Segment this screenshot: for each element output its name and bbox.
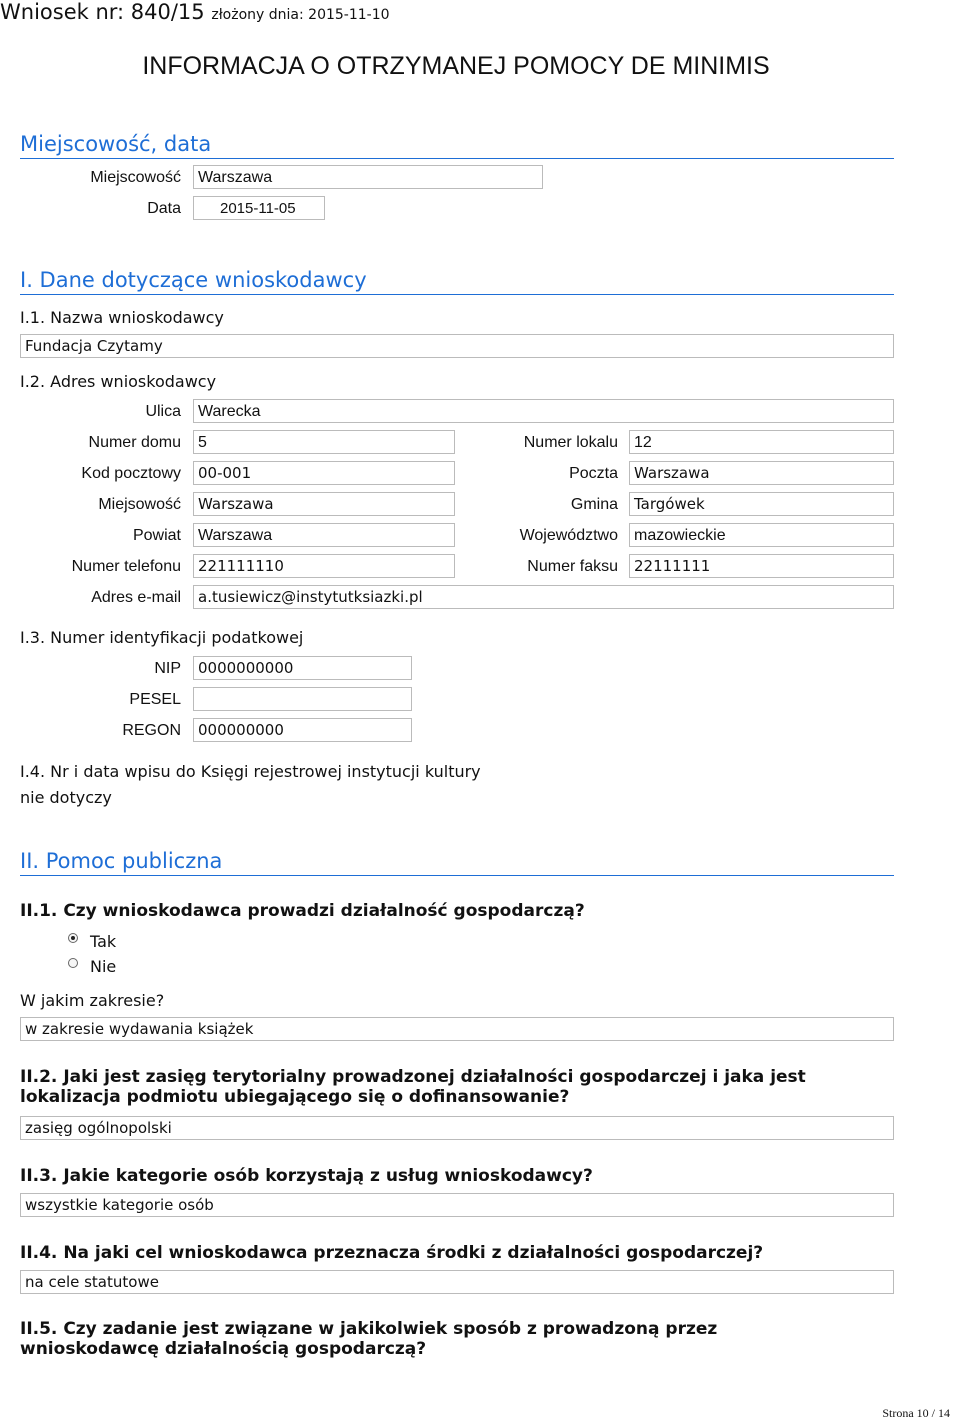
registry-heading: I.4. Nr i data wpisu do Księgi rejestrowej instytucji kultury — [20, 762, 481, 781]
post-office-label: Poczta — [569, 465, 618, 482]
funds-purpose-field[interactable]: na cele statutowe — [20, 1270, 894, 1294]
postcode-field[interactable]: 00-001 — [193, 461, 455, 485]
radio-no-label[interactable]: Nie — [90, 957, 117, 976]
radio-yes-dot-icon — [68, 933, 78, 943]
applicant-name-heading: I.1. Nazwa wnioskodawcy — [20, 308, 224, 327]
unit-number-label: Numer lokalu — [523, 434, 618, 451]
date-label: Data — [147, 200, 181, 217]
question-ii-3: II.3. Jakie kategorie osób korzystają z usług wnioskodawcy? — [20, 1166, 593, 1186]
radio-yes[interactable] — [68, 933, 79, 944]
scope-label: W jakim zakresie? — [20, 991, 165, 1010]
application-number — [0, 0, 390, 24]
question-ii-2-line1: II.2. Jaki jest zasięg terytorialny prowadzonej działalności gospodarczej i jaka jest — [20, 1067, 806, 1087]
commune-label: Gmina — [570, 496, 618, 513]
email-field[interactable]: a.tusiewicz@instytutksiazki.pl — [193, 585, 894, 609]
house-number-field[interactable]: 5 — [193, 430, 455, 454]
scope-field[interactable]: w zakresie wydawania książek — [20, 1017, 894, 1041]
email-label: Adres e-mail — [91, 589, 181, 606]
registry-value: nie dotyczy — [20, 788, 112, 807]
street-field[interactable]: Warecka — [193, 399, 894, 423]
nip-field[interactable]: 0000000000 — [193, 656, 412, 680]
pesel-field[interactable] — [193, 687, 412, 711]
house-number-label: Numer domu — [88, 434, 181, 451]
question-ii-5-line2: wnioskodawcę działalnością gospodarczą? — [20, 1339, 427, 1359]
commune-field[interactable]: Targówek — [629, 492, 894, 516]
regon-field[interactable]: 000000000 — [193, 718, 412, 742]
customer-categories-field[interactable]: wszystkie kategorie osób — [20, 1193, 894, 1217]
submission-date-text: złożony dnia: 2015-11-10 — [211, 7, 390, 23]
tax-id-heading: I.3. Numer identyfikacji podatkowej — [20, 628, 304, 647]
question-ii-4: II.4. Na jaki cel wnioskodawca przeznacza środki z działalności gospodarczej? — [20, 1243, 764, 1263]
fax-field[interactable]: 22111111 — [629, 554, 894, 578]
applicant-address-heading: I.2. Adres wnioskodawcy — [20, 372, 217, 391]
section-heading-place-date: Miejscowość, data — [20, 132, 894, 159]
radio-yes-label[interactable]: Tak — [90, 932, 117, 951]
question-ii-2-line2: lokalizacja podmiotu ubiegającego się o dofinansowanie? — [20, 1087, 570, 1107]
phone-field[interactable]: 221111110 — [193, 554, 455, 578]
voivodeship-label: Województwo — [519, 527, 618, 544]
application-number-text: Wniosek nr: 840/15 — [0, 0, 205, 24]
city-field[interactable]: Warszawa — [193, 165, 543, 189]
question-ii-5 — [20, 1319, 920, 1359]
page-number: Strona 10 / 14 — [882, 1406, 950, 1420]
city-label: Miejscowość — [90, 169, 181, 186]
section-heading-public-aid: II. Pomoc publiczna — [20, 849, 894, 876]
voivodeship-field[interactable]: mazowieckie — [629, 523, 894, 547]
section-heading-applicant: I. Dane dotyczące wnioskodawcy — [20, 268, 894, 295]
radio-no[interactable] — [68, 958, 79, 969]
pesel-label: PESEL — [129, 691, 181, 708]
applicant-name-field[interactable]: Fundacja Czytamy — [20, 334, 894, 358]
question-ii-2 — [20, 1067, 920, 1107]
street-label: Ulica — [145, 403, 181, 420]
page-title: INFORMACJA O OTRZYMANEJ POMOCY DE MINIMIS — [142, 52, 770, 80]
radio-no-circle-icon — [68, 958, 78, 968]
unit-number-field[interactable]: 12 — [629, 430, 894, 454]
town-label: Miejsowość — [98, 496, 181, 513]
phone-label: Numer telefonu — [71, 558, 181, 575]
county-label: Powiat — [132, 527, 181, 544]
date-field[interactable]: 2015-11-05 — [193, 196, 325, 220]
territorial-scope-field[interactable]: zasięg ogólnopolski — [20, 1116, 894, 1140]
town-field[interactable]: Warszawa — [193, 492, 455, 516]
fax-label: Numer faksu — [527, 558, 618, 575]
nip-label: NIP — [154, 660, 181, 677]
regon-label: REGON — [122, 722, 181, 739]
post-office-field[interactable]: Warszawa — [629, 461, 894, 485]
question-ii-5-line1: II.5. Czy zadanie jest związane w jakikolwiek sposób z prowadzoną przez — [20, 1319, 718, 1339]
postcode-label: Kod pocztowy — [81, 465, 181, 482]
county-field[interactable]: Warszawa — [193, 523, 455, 547]
question-ii-1: II.1. Czy wnioskodawca prowadzi działalność gospodarczą? — [20, 901, 585, 921]
